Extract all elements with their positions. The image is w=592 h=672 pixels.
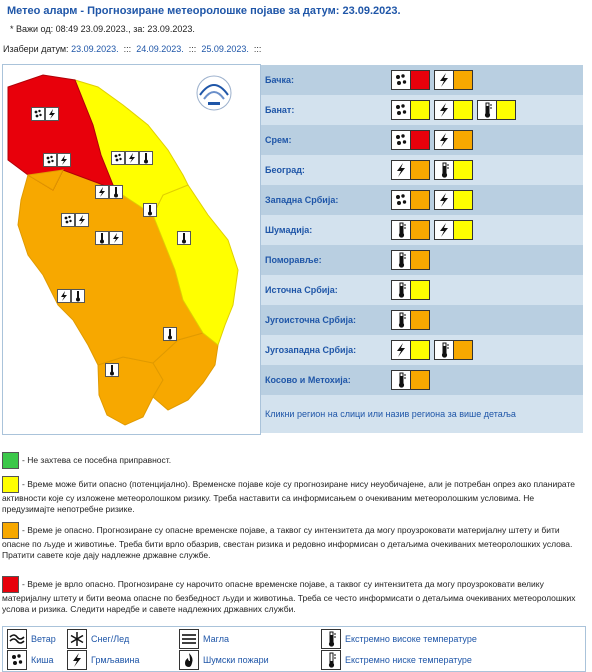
region-warnings [391,365,583,395]
warning-badge[interactable] [391,190,430,210]
region-warnings [391,275,583,305]
warning-badge[interactable] [434,220,473,240]
legend-item-red [2,576,587,615]
region-name[interactable]: Косово и Метохија: [261,365,391,395]
region-row[interactable] [261,125,583,155]
rain-icon [392,131,410,149]
region-name[interactable]: Срем: [261,125,391,155]
region-name[interactable]: Источна Србија: [261,275,391,305]
date-separator: ::: [123,44,132,54]
region-row[interactable] [261,95,583,125]
region-name[interactable]: Београд: [261,155,391,185]
region-warnings [391,215,583,245]
map-hot-thermometer-icon [163,327,177,341]
region-warnings [391,305,583,335]
warning-badge[interactable] [391,310,430,330]
rain-icon [392,101,410,119]
thunder-icon [67,650,87,670]
fire-icon [179,650,199,670]
warning-badge[interactable] [391,250,430,270]
region-warnings [391,245,583,275]
region-name[interactable]: Банат: [261,95,391,125]
legend-text: - Време је врло опасно. Прогнозиране су нарочито опасне временске појаве, а таквог су интензитета да могу проузроковати велику материјалну штету и бити веома опасне по безбедност људи и животиња. Треба се често информисати о детаљима очекиваних метеоролошких услова и ризика. Следити наредбе и савете надлежних државних служби. [2,578,576,614]
warning-badge[interactable] [434,340,473,360]
warning-level-swatch [410,71,429,89]
region-warnings [391,65,583,95]
region-name[interactable]: Југоисточна Србија: [261,305,391,335]
snow-icon [67,629,87,649]
icon-key [2,626,586,672]
warning-level-swatch [453,71,472,89]
warning-level-swatch [410,161,429,179]
warning-badge[interactable] [391,370,430,390]
warning-level-swatch [410,131,429,149]
map-thunder-icon [95,185,109,199]
thunder-icon [435,221,453,239]
key-item [67,650,140,670]
warning-badge[interactable] [391,220,430,240]
region-row[interactable] [261,155,583,185]
warning-level-swatch [410,251,429,269]
hot-thermometer-icon [435,341,453,359]
warning-level-swatch [453,341,472,359]
warning-badge[interactable] [434,160,473,180]
warning-badge[interactable] [434,130,473,150]
hot-thermometer-icon [435,161,453,179]
legend-swatch [2,576,19,593]
warning-badge[interactable] [391,70,430,90]
key-label: Магла [203,634,229,644]
map-thunder-icon [57,153,71,167]
hot-thermometer-icon [478,101,496,119]
key-item [67,629,129,649]
map-hot-thermometer-icon [71,289,85,303]
region-note-row [261,395,583,433]
wind-icon [7,629,27,649]
key-label: Екстремно високе температуре [345,634,477,644]
warning-level-swatch [453,191,472,209]
cold-thermometer-icon [321,650,341,670]
key-label: Шумски пожари [203,655,269,665]
hot-thermometer-icon [321,629,341,649]
key-item [321,650,472,670]
date-link-1[interactable]: 24.09.2023. [136,44,184,54]
warning-level-swatch [410,191,429,209]
map-rain-icon [31,107,45,121]
warning-level-swatch [410,311,429,329]
hot-thermometer-icon [392,251,410,269]
hot-thermometer-icon [392,221,410,239]
map-hot-thermometer-icon [105,363,119,377]
warning-level-swatch [410,221,429,239]
warning-badge[interactable] [434,70,473,90]
legend-item-orange [2,522,587,561]
map-hot-thermometer-icon [143,203,157,217]
thunder-icon [392,341,410,359]
region-name[interactable]: Западна Србија: [261,185,391,215]
map-thunder-icon [109,231,123,245]
map-rain-icon [111,151,125,165]
key-item [179,650,269,670]
warning-level-swatch [453,101,472,119]
hot-thermometer-icon [392,371,410,389]
map-hot-thermometer-icon [139,151,153,165]
key-item [179,629,229,649]
region-name[interactable]: Југозападна Србија: [261,335,391,365]
region-warnings [391,335,583,365]
date-selector-label: Изабери датум: [3,44,69,54]
map-thunder-icon [125,151,139,165]
map-rain-icon [61,213,75,227]
map-hot-thermometer-icon [109,185,123,199]
warning-badge[interactable] [391,130,430,150]
thunder-icon [392,161,410,179]
region-row[interactable] [261,335,583,365]
legend-swatch [2,522,19,539]
map-thunder-icon [57,289,71,303]
warning-badge[interactable] [391,340,430,360]
date-link-2[interactable]: 25.09.2023. [201,44,249,54]
warning-map [2,64,261,435]
key-item [7,650,54,670]
region-warnings [391,125,583,155]
hot-thermometer-icon [392,311,410,329]
region-name[interactable]: Поморавље: [261,245,391,275]
legend-text: - Не захтева се посебна приправност. [22,454,172,465]
region-warnings [391,185,583,215]
validity-text: * Важи од: 08:49 23.09.2023., за: 23.09.2023. [10,24,195,34]
thunder-icon [435,131,453,149]
rhmz-logo [197,76,231,110]
warning-badge[interactable] [434,100,473,120]
rain-icon [7,650,27,670]
thunder-icon [435,71,453,89]
region-row[interactable] [261,275,583,305]
warning-badge[interactable] [477,100,516,120]
key-label: Снег/Лед [91,634,130,644]
map-hot-thermometer-icon [177,231,191,245]
region-row[interactable] [261,215,583,245]
rain-icon [392,191,410,209]
warning-badge[interactable] [391,280,430,300]
fog-icon [179,629,199,649]
warning-badge[interactable] [391,100,430,120]
warning-level-swatch [453,221,472,239]
region-row[interactable] [261,365,583,395]
warning-badge[interactable] [434,190,473,210]
warning-level-swatch [453,161,472,179]
thunder-icon [435,191,453,209]
warning-level-swatch [410,101,429,119]
hot-thermometer-icon [392,281,410,299]
region-table [261,65,583,433]
legend-text: - Време може бити опасно (потенцијално). Временске појаве које су прогнозиране нису неуобичајене, али је потребан опрез ако планирате активности које су изложене метеоролошком ризику. Треба наставити са информисањем о очекиваним метеоролошким условима. Не предузимајте непотребне ризике. [2,478,575,514]
date-link-0[interactable]: 23.09.2023. [71,44,119,54]
legend-swatch [2,452,19,469]
region-row[interactable] [261,305,583,335]
legend-item-green [2,452,587,469]
key-item [321,629,477,649]
region-name[interactable]: Бачка: [261,65,391,95]
page-title: Метео аларм - Прогнозиране метеоролошке појаве за датум: 23.09.2023. [7,5,401,17]
key-label: Киша [31,655,54,665]
warning-level-swatch [410,281,429,299]
date-separator: ::: [188,44,197,54]
region-row[interactable] [261,65,583,95]
legend-item-yellow [2,476,587,515]
date-selector [3,44,261,54]
map-rain-icon [43,153,57,167]
legend-text: - Време је опасно. Прогнозиране су опасне временске појаве, а таквог су интензитета да могу проузроковати материјалну штету и бити опасне по људе и животиње. Треба бити врло обазрив, свестан ризика и редовно информисан о детаљима очекиваних метеоролошких услова. Пратити савете које дају надлежне државне службе. [2,524,573,560]
key-label: Екстремно ниске температуре [345,655,472,665]
region-name[interactable]: Шумадија: [261,215,391,245]
region-note: Кликни регион на слици или назив региона за више детаља [261,395,583,433]
map-thunder-icon [75,213,89,227]
legend-swatch [2,476,19,493]
map-thunder-icon [45,107,59,121]
warning-badge[interactable] [391,160,430,180]
region-warnings [391,155,583,185]
warning-level-swatch [496,101,515,119]
key-item [7,629,56,649]
date-separator: ::: [253,44,262,54]
region-row[interactable] [261,245,583,275]
map-hot-thermometer-icon [95,231,109,245]
region-row[interactable] [261,185,583,215]
region-warnings [391,95,583,125]
warning-level-swatch [410,341,429,359]
thunder-icon [435,101,453,119]
warning-level-swatch [410,371,429,389]
warning-level-swatch [453,131,472,149]
key-label: Грмљавина [91,655,140,665]
key-label: Ветар [31,634,56,644]
rain-icon [392,71,410,89]
